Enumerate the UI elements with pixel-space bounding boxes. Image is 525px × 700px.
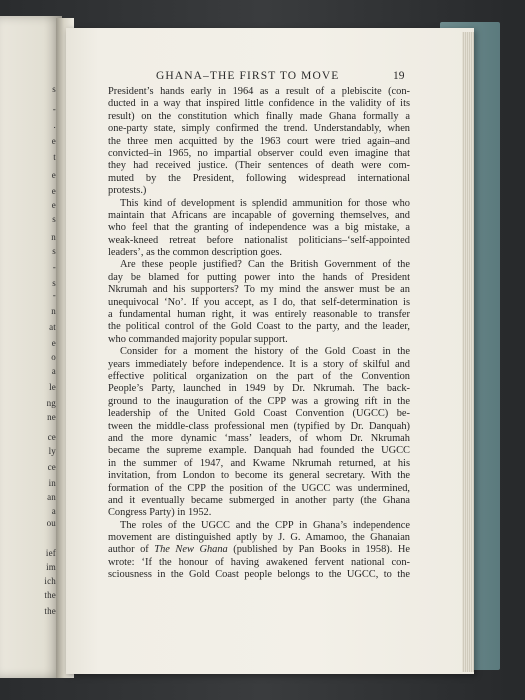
text-line: result) on the constitution which finally made Ghana formally a (108, 110, 410, 122)
text-line: Are these people justified? Can the British Government of the (120, 259, 410, 271)
left-page-text-fragment: s (52, 246, 56, 256)
left-page-text-fragment: s (52, 278, 56, 288)
left-page-text-fragment: ne (47, 412, 56, 422)
text-line: a fundamental human right, it was entirely reasonable to transfer (108, 309, 410, 321)
left-page-text-fragment: ou (46, 518, 56, 528)
text-line: they had received justice. (Their sentences of death were com- (108, 160, 410, 172)
text-line: wrote: ‘If the honour of having awakened fervent national con- (108, 556, 410, 568)
text-line: tween the middle-class professional men (typified by Dr. Danquah) (108, 420, 410, 432)
text-line: who commanded majority popular support. (108, 333, 288, 345)
left-page-text-fragment: ly (48, 446, 56, 456)
left-page-text-fragment: ief (45, 548, 56, 558)
text-line: who feel that the granting of independence was a big mistake, a (108, 222, 410, 234)
left-page-text-fragment: e (51, 200, 56, 210)
text-line: convicted–in 1965, no impartial observer could even imagine that (108, 147, 410, 159)
left-page-text-fragment: - (52, 262, 56, 272)
text-line: effective political organization on the part of the Convention (108, 370, 410, 382)
text-line: leaders’, as the common description goes. (108, 247, 282, 259)
left-page-text-fragment: s (52, 214, 56, 224)
left-page-text-fragment: ng (46, 398, 56, 408)
left-page-text-fragment: - (52, 290, 56, 300)
text-line: unequivocal ‘No’. If you accept, as I do, that self-determination is (108, 296, 410, 308)
text-line: This kind of development is splendid ammunition for those who (120, 197, 410, 209)
text-line: ducted in a way that inspired little confidence in the validity of its (108, 98, 410, 110)
text-line: sciousness in the Gold Coast people belongs to the UGCC, to the (108, 569, 410, 581)
left-page-text-fragment: the (44, 590, 56, 600)
text-line: ground to the inauguration of the CPP was a growing rift in the (108, 395, 410, 407)
page-number: 19 (393, 70, 405, 82)
text-line: author of The New Ghana (published by Pan Books in 1958). He (108, 544, 410, 556)
left-page-text-fragment: s (52, 84, 56, 94)
text-line: muted by the President, following widespread international (108, 172, 410, 184)
left-page-text-fragment: n (51, 232, 56, 242)
left-page-text-fragment: - (52, 104, 56, 114)
left-page-text-fragment: e (51, 186, 56, 196)
left-page-text-fragment: an (47, 492, 56, 502)
text-line: one-party state, simply confirmed the trend. Understandably, when (108, 123, 410, 135)
text-line: maintain that Africans are incapable of governing themselves, and (108, 209, 410, 221)
text-line: Congress Party) in 1952. (108, 507, 212, 519)
left-page-text-fragment: le (49, 382, 56, 392)
text-line: formation of the CPP the position of the UGCC was undermined, (108, 482, 410, 494)
text-line: Nkrumah and his supporters? To my mind the answer must be an (108, 284, 410, 296)
text-line: and the more dynamic ‘mass’ leaders, of whom Dr. Nkrumah (108, 432, 410, 444)
text-line: years immediately before independence. It is a story of skilful and (108, 358, 410, 370)
left-page-text-fragment: ce (47, 432, 56, 442)
left-page-text-fragment: ce (47, 462, 56, 472)
body-text (108, 86, 410, 582)
left-page-text-fragment: t (53, 152, 56, 162)
text-line: The roles of the UGCC and the CPP in Ghana’s independence (120, 519, 410, 531)
left-page-text-fragment: o (51, 352, 56, 362)
text-line: weak-kneed retreat before nationalist politicians–‘self-appointed (108, 234, 410, 246)
text-line: and it eventually became submerged in another party (the Ghana (108, 494, 410, 506)
left-page-text-fragment: e (51, 170, 56, 180)
text-line: the political control of the Gold Coast to the party, and the leader, (108, 321, 410, 333)
left-page (0, 16, 62, 678)
left-page-text-fragment: the (44, 606, 56, 616)
left-page-text-fragment: a (51, 506, 56, 516)
left-page-text-fragment: n (51, 306, 56, 316)
text-line: invitation, from London to become its general secretary. With the (108, 470, 410, 482)
page-edges (462, 32, 474, 672)
text-line: the three men acquitted by the 1963 court were tried again–and (108, 135, 410, 147)
left-page-text-fragment: a (51, 366, 56, 376)
left-page-text-fragment: . (53, 120, 56, 130)
text-line: protests.) (108, 185, 147, 197)
left-page-text-fragment: im (46, 562, 56, 572)
text-line: movement are distinguished aptly by J. G. Amamoo, the Ghanaian (108, 532, 410, 544)
left-page-text-fragment: at (49, 322, 56, 332)
text-line: became the supreme example. Danquah had founded the UGCC (108, 445, 410, 457)
text-line: leadership of the United Gold Coast Convention (UGCC) be- (108, 408, 410, 420)
left-page-text-fragment: ich (44, 576, 56, 586)
text-line: day be blamed for putting power into the hands of President (108, 271, 410, 283)
text-line: in the summer of 1947, and Kwame Nkrumah returned, at his (108, 457, 410, 469)
left-page-text-fragment: e (51, 136, 56, 146)
text-line: President’s hands early in 1964 as a result of a plebiscite (con- (108, 86, 410, 97)
running-head: GHANA–THE FIRST TO MOVE (156, 70, 340, 82)
text-line: People’s Party, launched in 1949 by Dr. Nkrumah. The back- (108, 383, 410, 395)
left-page-text-fragment: in (48, 478, 56, 488)
left-page-text-fragment: e (51, 338, 56, 348)
text-line: Consider for a moment the history of the Gold Coast in the (120, 346, 410, 358)
